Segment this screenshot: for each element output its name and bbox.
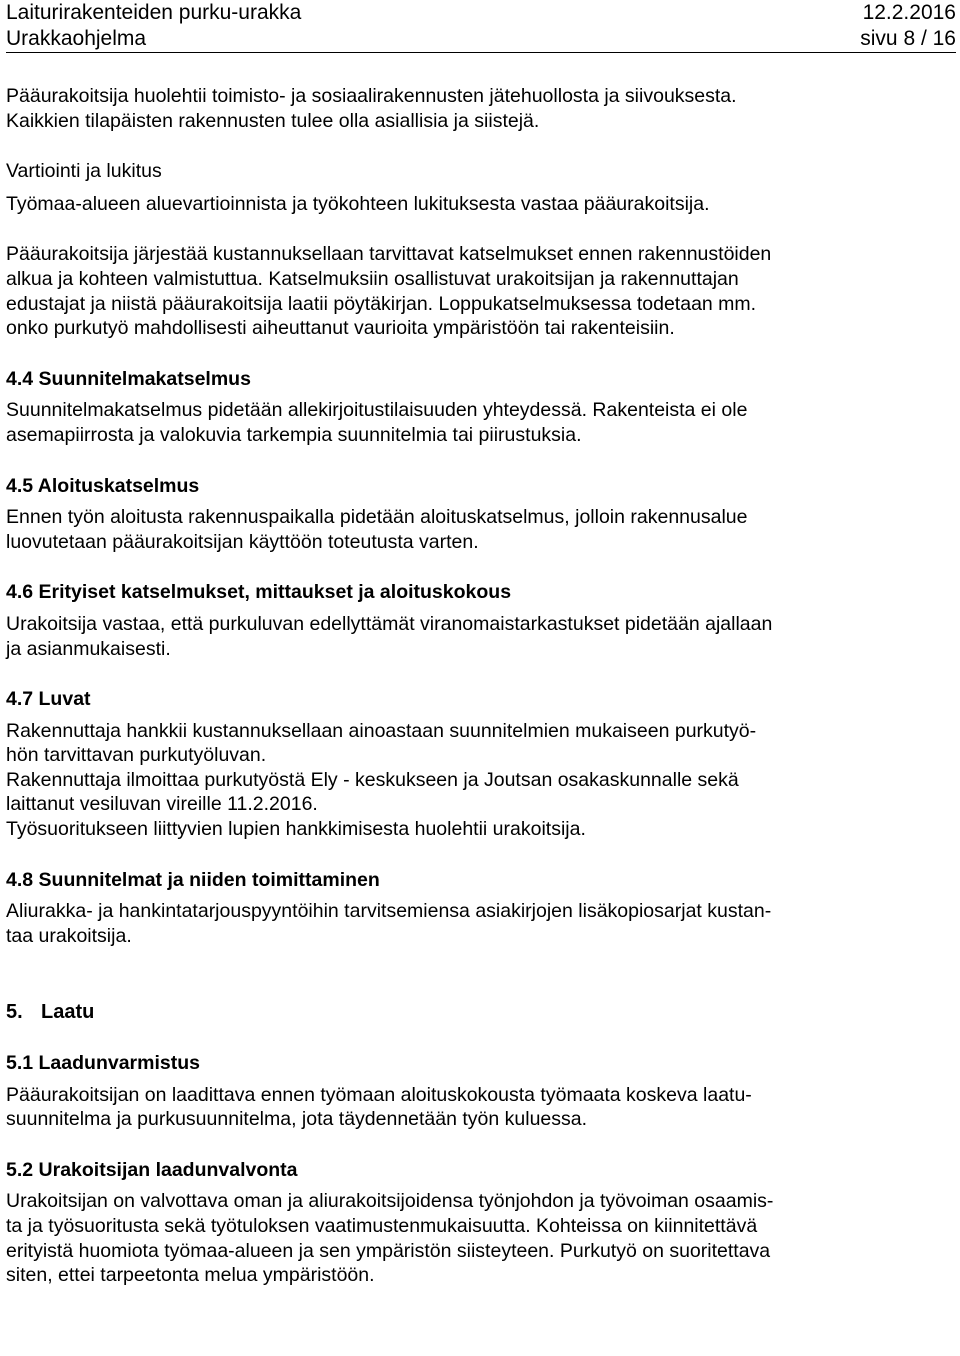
paragraph-line: erityistä huomiota työmaa-alueen ja sen ympäristön siisteyteen. Purkutyö on suoritettava bbox=[6, 1239, 771, 1262]
subsection-title: Vartiointi ja lukitus bbox=[6, 160, 162, 183]
paragraph-line: Rakennuttaja ilmoittaa purkutyöstä Ely - keskukseen ja Joutsan osakaskunnalle sekä bbox=[6, 768, 739, 791]
paragraph-line: Kaikkien tilapäisten rakennusten tulee olla asiallisia ja siistejä. bbox=[6, 109, 540, 132]
chapter-heading-5 bbox=[6, 1000, 956, 1025]
document-title: Laiturirakenteiden purku-urakka bbox=[6, 1, 302, 24]
paragraph-line: alkua ja kohteen valmistuttua. Katselmuksiin osallistuvat urakoitsijan ja rakennuttajan bbox=[6, 267, 739, 290]
paragraph-line: ta ja työsuoritusta sekä työtuloksen vaatimustenmukaisuutta. Kohteissa on kiinnitettävä bbox=[6, 1215, 758, 1237]
header-row-bottom bbox=[6, 26, 956, 52]
paragraph-line: onko purkutyö mahdollisesti aiheuttanut vaurioita ympäristöön tai rakenteisiin. bbox=[6, 317, 675, 340]
paragraph-line: Aliurakka- ja hankintatarjouspyyntöihin tarvitsemiensa asiakirjojen lisäkopiosarjat kustan- bbox=[6, 900, 772, 923]
paragraph-line: taa urakoitsija. bbox=[6, 924, 132, 947]
paragraph-line: asemapiirrosta ja valokuvia tarkempia suunnitelmia tai piirustuksia. bbox=[6, 423, 582, 446]
section-heading-4-8: 4.8 Suunnitelmat ja niiden toimittaminen bbox=[6, 868, 380, 891]
chapter-number: 5. bbox=[6, 1001, 23, 1024]
header-row-top bbox=[6, 0, 956, 26]
paragraph-line: suunnitelma ja purkusuunnitelma, jota täydennetään työn kuluessa. bbox=[6, 1108, 588, 1131]
paragraph-line: Ennen työn aloitusta rakennuspaikalla pidetään aloituskatselmus, jolloin rakennusalue bbox=[6, 506, 748, 529]
paragraph-line: Pääurakoitsija järjestää kustannuksellaan tarvittavat katselmukset ennen rakennustöiden bbox=[6, 243, 772, 266]
paragraph-line: ja asianmukaisesti. bbox=[6, 637, 171, 660]
paragraph-line: edustajat ja niistä pääurakoitsija laatii pöytäkirjan. Loppukatselmuksessa todetaan mm. bbox=[6, 292, 757, 315]
page-header bbox=[6, 0, 956, 53]
paragraph-line: Pääurakoitsija huolehtii toimisto- ja sosiaalirakennusten jätehuollosta ja siivouksesta. bbox=[6, 85, 737, 107]
paragraph-line: laittanut vesiluvan vireille 11.2.2016. bbox=[6, 793, 318, 816]
paragraph-line: Rakennuttaja hankkii kustannuksellaan ainoastaan suunnitelmien mukaiseen purkutyö- bbox=[6, 719, 757, 742]
section-heading-4-6: 4.6 Erityiset katselmukset, mittaukset ja aloituskokous bbox=[6, 581, 512, 604]
paragraph-line: Työsuoritukseen liittyvien lupien hankkimisesta huolehtii urakoitsija. bbox=[6, 818, 586, 841]
section-heading-4-7: 4.7 Luvat bbox=[6, 688, 91, 711]
document-type: Urakkaohjelma bbox=[6, 27, 147, 50]
section-heading-5-2: 5.2 Urakoitsijan laadunvalvonta bbox=[6, 1158, 298, 1181]
section-heading-4-4: 4.4 Suunnitelmakatselmus bbox=[6, 367, 251, 390]
paragraph-line: siten, ettei tarpeetonta melua ympäristöön. bbox=[6, 1264, 375, 1287]
paragraph-line: hön tarvittavan purkutyöluvan. bbox=[6, 744, 267, 767]
document-body bbox=[6, 84, 956, 1288]
document-page bbox=[6, 0, 956, 1356]
document-date: 12.2.2016 bbox=[862, 1, 956, 24]
page-number: sivu 8 / 16 bbox=[860, 27, 956, 50]
paragraph-line: Urakoitsijan on valvottava oman ja aliurakoitsijoidensa työnjohdon ja työvoiman osaamis- bbox=[6, 1190, 774, 1213]
paragraph-line: Työmaa-alueen aluevartioinnista ja työkohteen lukituksesta vastaa pääurakoitsija. bbox=[6, 192, 710, 215]
paragraph-line: luovutetaan pääurakoitsijan käyttöön toteutusta varten. bbox=[6, 530, 479, 553]
paragraph-line: Suunnitelmakatselmus pidetään allekirjoitustilaisuuden yhteydessä. Rakenteista ei ole bbox=[6, 399, 748, 422]
section-heading-5-1: 5.1 Laadunvarmistus bbox=[6, 1052, 200, 1075]
section-heading-4-5: 4.5 Aloituskatselmus bbox=[6, 474, 200, 497]
paragraph-line: Urakoitsija vastaa, että purkuluvan edellyttämät viranomaistarkastukset pidetään ajallaan bbox=[6, 612, 773, 635]
chapter-title: Laatu bbox=[41, 1001, 95, 1024]
paragraph-line: Pääurakoitsijan on laadittava ennen työmaan aloituskokousta työmaata koskeva laatu- bbox=[6, 1083, 752, 1106]
